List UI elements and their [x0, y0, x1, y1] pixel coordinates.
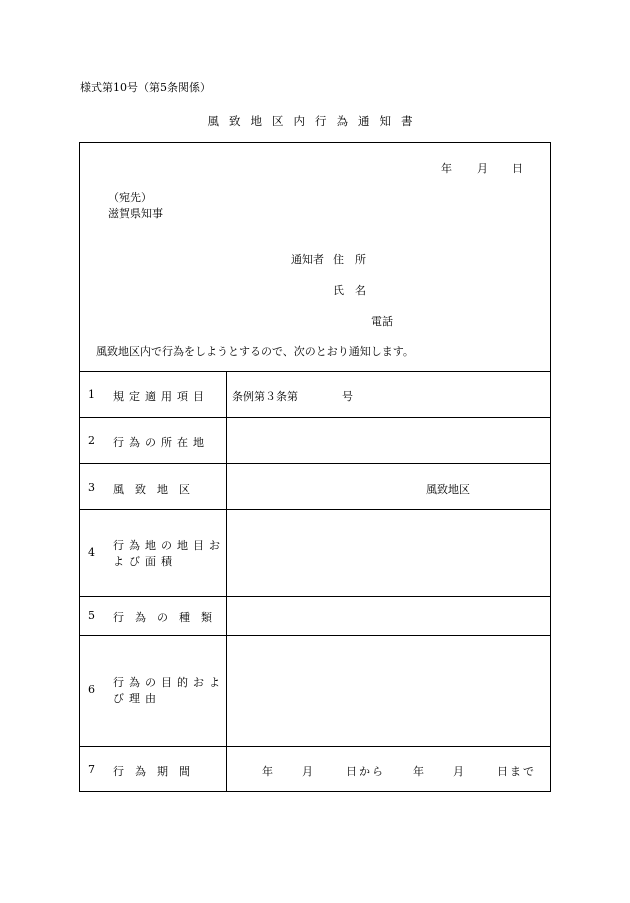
form-box	[79, 142, 551, 792]
period-end-month: 月	[453, 765, 464, 778]
divider	[80, 596, 550, 597]
address-label: 住 所	[333, 253, 366, 266]
row-number: 1	[88, 388, 95, 401]
divider	[80, 635, 550, 636]
row-label-land-category-area: 行為地の地目お よび面積	[113, 539, 225, 568]
name-label: 氏 名	[333, 284, 366, 297]
period-end-day: 日まで	[497, 765, 536, 778]
document-title: 風致地区内行為通知書	[207, 114, 423, 128]
row-label-location: 行為の所在地	[113, 436, 209, 449]
row-label-purpose-reason: 行為の目的およ び理由	[113, 676, 225, 705]
divider	[80, 417, 550, 418]
row-number: 3	[88, 481, 95, 494]
notifier-label: 通知者	[291, 253, 324, 266]
row-number: 7	[88, 763, 95, 776]
addressee-name: 滋賀県知事	[108, 207, 163, 220]
divider	[80, 746, 550, 747]
date-month: 月	[477, 162, 488, 175]
row-label-applicable-item: 規定適用項目	[113, 390, 209, 403]
row-label-period: 行 為 期 間	[113, 765, 190, 778]
row-number: 5	[88, 609, 95, 622]
period-end-year: 年	[413, 765, 424, 778]
divider	[80, 509, 550, 510]
divider	[80, 463, 550, 464]
period-start-month: 月	[302, 765, 313, 778]
divider	[80, 371, 550, 372]
row-label-activity-type: 行 為 の 種 類	[113, 611, 212, 624]
date-day: 日	[512, 162, 523, 175]
date-year: 年	[441, 162, 452, 175]
row-number: 6	[88, 683, 95, 696]
row-label-scenic-district: 風 致 地 区	[113, 483, 190, 496]
row-number: 2	[88, 434, 95, 447]
row-number: 4	[88, 546, 95, 559]
row-value-ordinance: 条例第３条第 号	[232, 390, 353, 403]
row-value-scenic-district: 風致地区	[426, 483, 470, 496]
period-start-day: 日から	[346, 765, 385, 778]
column-divider	[226, 371, 227, 792]
addressee-prefix: （宛先）	[108, 191, 152, 204]
phone-label: 電話	[371, 315, 393, 328]
form-number: 様式第10号（第5条関係）	[80, 81, 211, 94]
statement-text: 風致地区内で行為をしようとするので、次のとおり通知します。	[96, 345, 414, 358]
period-start-year: 年	[262, 765, 273, 778]
